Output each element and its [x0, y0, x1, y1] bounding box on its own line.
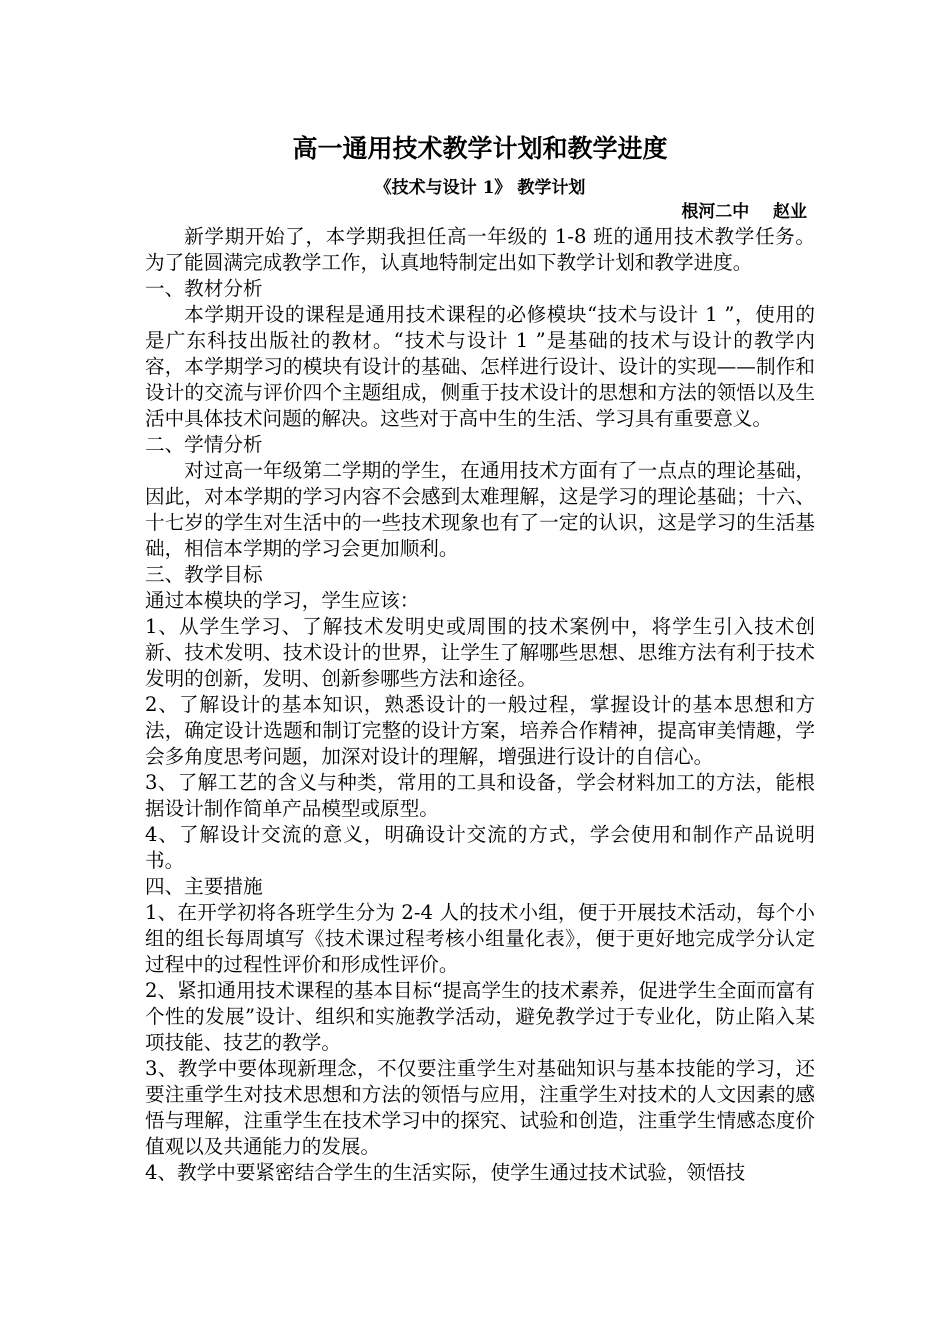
section-heading-students: 二、学情分析: [145, 433, 263, 456]
measure-item: 2、紧扣通用技术课程的基本目标“提高学生的技术素养，促进学生全面而富有个性的发展”设计、组织和实施教学活动，避免教学过于专业化，防止陷入某项技能、技艺的教学。: [145, 979, 815, 1054]
document-subtitle: 《技术与设计 1》 教学计划: [374, 178, 586, 198]
goal-item: 1、从学生学习、了解技术发明史或周围的技术案例中，将学生引入技术创新、技术发明、技术设计的世界，让学生了解哪些思想、思维方法有利于技术发明的创新，发明、创新参哪些方法和途径。: [145, 615, 815, 690]
document-body: [145, 132, 815, 1186]
section-heading-materials: 一、教材分析: [145, 277, 263, 300]
intro-paragraph: 新学期开始了，本学期我担任高一年级的 1-8 班的通用技术教学任务。为了能圆满完成教学工作，认真地特制定出如下教学计划和教学进度。: [145, 225, 815, 274]
materials-paragraph: 本学期开设的课程是通用技术课程的必修模块“技术与设计 1 ”，使用的是广东科技出版社的教材。“技术与设计 1 ”是基础的技术与设计的教学内容，本学期学习的模块有设计的基础、怎样进行设计、设计的实现——制作和设计的交流与评价四个主题组成，侧重于技术设计的思想和方法的领悟以及生活中具体技术问题的解决。这些对于高中生的生活、学习具有重要意义。: [145, 303, 815, 430]
measure-item: 1、在开学初将各班学生分为 2-4 人的技术小组，便于开展技术活动，每个小组的组长每周填写《技术课过程考核小组量化表》，便于更好地完成学分认定过程中的过程性评价和形成性评价。: [145, 901, 815, 976]
goal-item: 3、了解工艺的含义与种类，常用的工具和设备，学会材料加工的方法，能根据设计制作简单产品模型或原型。: [145, 771, 815, 820]
document-author: 根河二中 赵业: [681, 202, 807, 222]
goals-lead: 通过本模块的学习，学生应该：: [145, 589, 420, 612]
document-title: 高一通用技术教学计划和教学进度: [292, 134, 668, 163]
section-heading-goals: 三、教学目标: [145, 563, 263, 586]
section-heading-measures: 四、主要措施: [145, 875, 263, 898]
goal-item: 2、了解设计的基本知识，熟悉设计的一般过程，掌握设计的基本思想和方法，确定设计选题和制订完整的设计方案，培养合作精神，提高审美情趣，学会多角度思考问题，加深对设计的理解，增强进行设计的自信心。: [145, 693, 815, 768]
measure-item: 3、教学中要体现新理念，不仅要注重学生对基础知识与基本技能的学习，还要注重学生对技术思想和方法的领悟与应用，注重学生对技术的人文因素的感悟与理解，注重学生在技术学习中的探究、试验和创造，注重学生情感态度价值观以及共通能力的发展。: [145, 1057, 815, 1158]
students-paragraph: 对过高一年级第二学期的学生，在通用技术方面有了一点点的理论基础，因此，对本学期的学习内容不会感到太难理解，这是学习的理论基础；十六、十七岁的学生对生活中的一些技术现象也有了一定的认识，这是学习的生活基础，相信本学期的学习会更加顺利。: [145, 459, 815, 560]
goal-item: 4、了解设计交流的意义，明确设计交流的方式，学会使用和制作产品说明书。: [145, 823, 815, 872]
measure-item: 4、教学中要紧密结合学生的生活实际，使学生通过技术试验，领悟技: [145, 1161, 746, 1184]
